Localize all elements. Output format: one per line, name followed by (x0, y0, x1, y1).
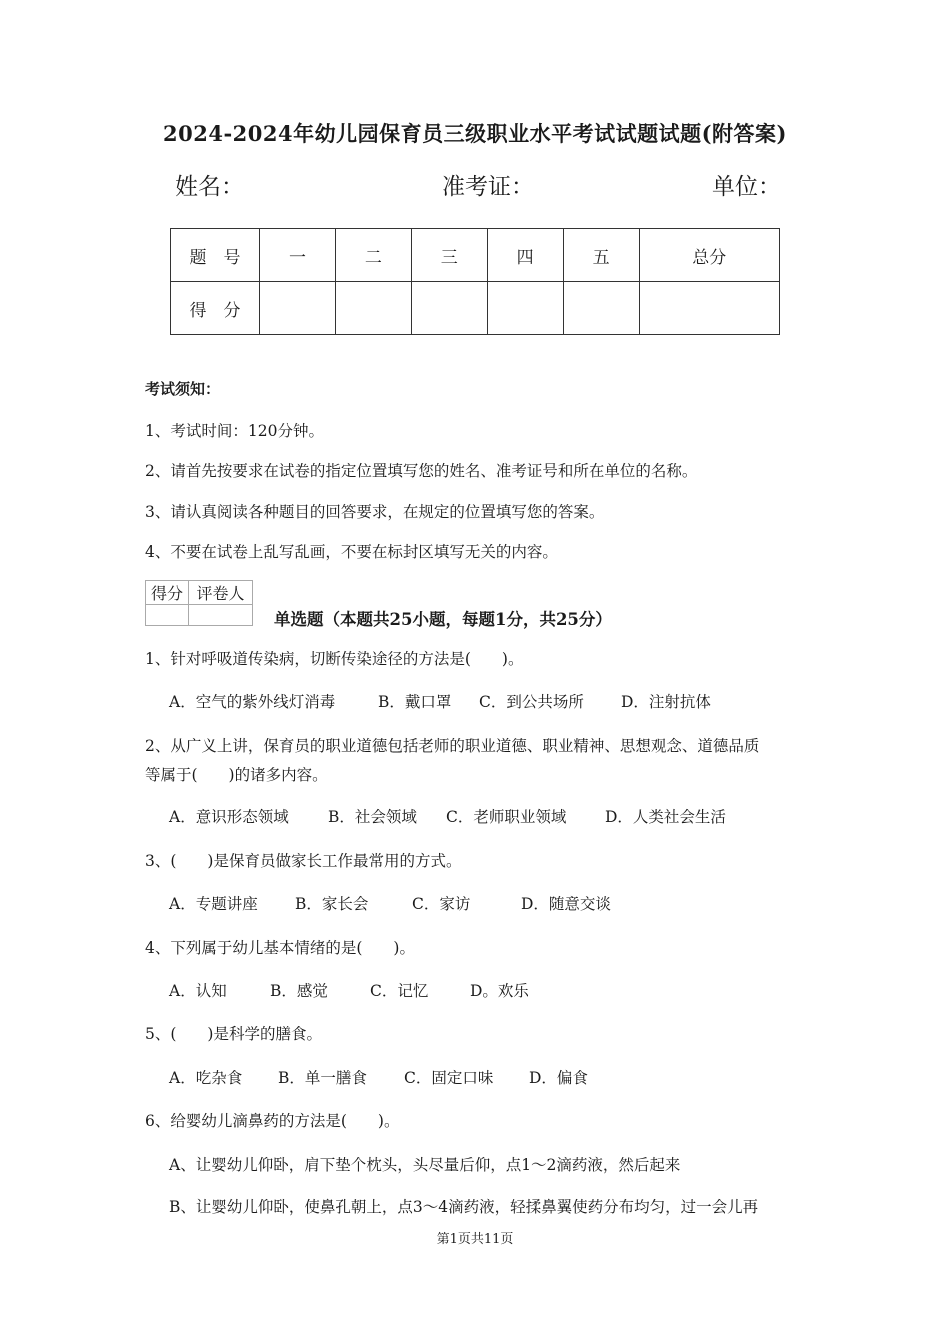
score-cell[interactable] (260, 282, 336, 335)
option: D．人类社会生活 (605, 808, 726, 826)
grader-table (145, 580, 253, 626)
question-stem: 5、( )是科学的膳食。 (145, 1025, 322, 1043)
option: C．老师职业领域 (446, 808, 567, 826)
score-cell[interactable] (563, 282, 639, 335)
option: B、让婴幼儿仰卧，使鼻孔朝上，点3～4滴药液，轻揉鼻翼使药分布均匀，过一会儿再 (169, 1198, 759, 1216)
grader-reviewer-label: 评卷人 (189, 581, 253, 605)
option: C．到公共场所 (479, 693, 584, 711)
option: D．随意交谈 (521, 895, 611, 913)
unit-label: 单位： (712, 174, 781, 200)
name-label: 姓名： (175, 174, 244, 200)
option: A．意识形态领域 (169, 808, 289, 826)
score-table-header-row (171, 229, 780, 282)
question-stem: 4、下列属于幼儿基本情绪的是( )。 (145, 939, 415, 957)
option: A．吃杂食 (169, 1069, 243, 1087)
option: A．空气的紫外线灯消毒 (169, 693, 336, 711)
question-stem-continued: 等属于( )的诸多内容。 (145, 766, 328, 784)
question-stem: 2、从广义上讲，保育员的职业道德包括老师的职业道德、职业精神、思想观念、道德品质 (145, 737, 760, 755)
option: B．社会领域 (328, 808, 417, 826)
option: A．认知 (169, 982, 227, 1000)
score-row-label: 得 分 (171, 282, 260, 335)
score-header-cell: 总分 (639, 229, 779, 282)
option: B．家长会 (295, 895, 369, 913)
score-cell[interactable] (335, 282, 411, 335)
question-stem: 3、( )是保育员做家长工作最常用的方式。 (145, 852, 462, 870)
option: D．注射抗体 (621, 693, 711, 711)
option: A．专题讲座 (169, 895, 258, 913)
question-stem: 1、针对呼吸道传染病，切断传染途径的方法是( )。 (145, 650, 524, 668)
notice-item: 3、请认真阅读各种题目的回答要求，在规定的位置填写您的答案。 (145, 503, 605, 521)
score-header-cell: 三 (411, 229, 487, 282)
option: C．记忆 (370, 982, 429, 1000)
score-cell[interactable] (639, 282, 779, 335)
grader-reviewer-cell[interactable] (189, 605, 253, 626)
option: D．偏食 (529, 1069, 588, 1087)
option: C．家访 (412, 895, 471, 913)
notice-item: 2、请首先按要求在试卷的指定位置填写您的姓名、准考证号和所在单位的名称。 (145, 462, 698, 480)
score-header-cell: 题 号 (171, 229, 260, 282)
option: D。欢乐 (470, 982, 529, 1000)
option: B．戴口罩 (378, 693, 452, 711)
option: B．感觉 (270, 982, 328, 1000)
option: C．固定口味 (404, 1069, 494, 1087)
grader-score-label: 得分 (146, 581, 189, 605)
score-table-score-row (171, 282, 780, 335)
section-title: 单选题（本题共25小题，每题1分，共25分） (274, 610, 612, 629)
score-cell[interactable] (487, 282, 563, 335)
score-cell[interactable] (411, 282, 487, 335)
score-header-cell: 五 (563, 229, 639, 282)
notice-heading: 考试须知： (145, 380, 221, 398)
score-table (170, 228, 780, 335)
notice-item: 4、不要在试卷上乱写乱画，不要在标封区填写无关的内容。 (145, 543, 558, 561)
exam-id-label: 准考证： (442, 174, 534, 200)
grader-score-cell[interactable] (146, 605, 189, 626)
score-header-cell: 四 (487, 229, 563, 282)
document-title: 2024-2024年幼儿园保育员三级职业水平考试试题试题(附答案) (163, 121, 787, 146)
score-header-cell: 一 (260, 229, 336, 282)
question-stem: 6、给婴幼儿滴鼻药的方法是( )。 (145, 1112, 400, 1130)
option: A、让婴幼儿仰卧，肩下垫个枕头，头尽量后仰，点1～2滴药液，然后起来 (169, 1156, 681, 1174)
page-footer: 第1页共11页 (436, 1232, 514, 1247)
notice-item: 1、考试时间：120分钟。 (145, 422, 324, 440)
score-header-cell: 二 (335, 229, 411, 282)
option: B．单一膳食 (278, 1069, 367, 1087)
